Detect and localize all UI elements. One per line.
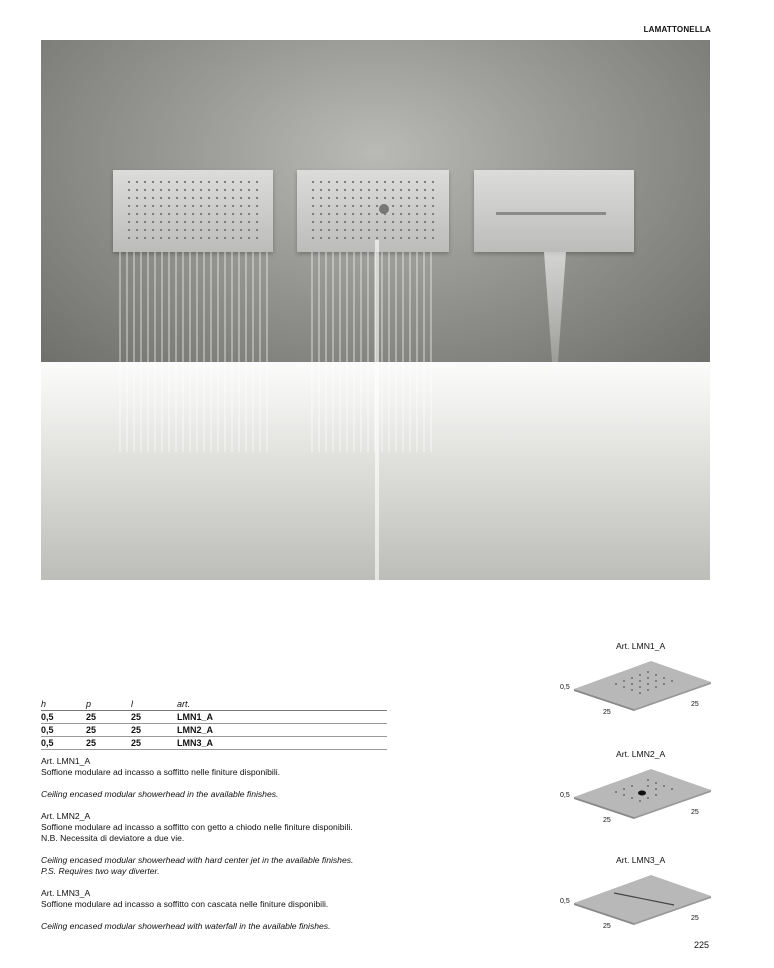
desc-it-1: Soffione modulare ad incasso a soffitto nelle finiture disponibili. (41, 767, 281, 777)
water-rain-1 (119, 252, 269, 452)
dim-depth: 25 (603, 923, 611, 930)
cell-h: 0,5 (41, 737, 86, 750)
spec-header-art: art. (177, 699, 387, 711)
cell-h: 0,5 (41, 711, 86, 724)
dim-length: 25 (691, 701, 699, 708)
water-jet (375, 240, 379, 580)
spec-header-l: l (131, 699, 177, 711)
page-number: 225 (693, 940, 709, 950)
table-row (41, 711, 387, 724)
dim-depth: 25 (603, 709, 611, 716)
showerhead-waterfall (474, 170, 634, 252)
descriptions (41, 756, 401, 932)
cell-art: LMN2_A (177, 724, 387, 737)
desc-it-3: Soffione modulare ad incasso a soffitto con cascata nelle finiture disponibili. (41, 899, 329, 909)
spec-table (41, 699, 387, 750)
figure-title: Art. LMN2_A (616, 749, 666, 759)
figure-lmn2 (556, 749, 716, 849)
dim-height: 0,5 (560, 898, 570, 905)
figure-title: Art. LMN3_A (616, 855, 666, 865)
brand-header: LAMATTONELLA (643, 25, 711, 34)
desc-en-3: Ceiling encased modular showerhead with waterfall in the available finishes. (41, 921, 331, 931)
showerhead-rain (113, 170, 273, 252)
water-rain-2 (311, 252, 437, 452)
cell-art: LMN3_A (177, 737, 387, 750)
desc-art-3: Art. LMN3_A (41, 888, 91, 898)
cell-l: 25 (131, 724, 177, 737)
dim-height: 0,5 (560, 792, 570, 799)
desc-art-1: Art. LMN1_A (41, 756, 91, 766)
cell-l: 25 (131, 711, 177, 724)
spec-header-row (41, 699, 387, 711)
cell-p: 25 (86, 711, 131, 724)
product-photo (41, 40, 710, 580)
cell-art: LMN1_A (177, 711, 387, 724)
figure-title: Art. LMN1_A (616, 641, 666, 651)
desc-en-2a: Ceiling encased modular showerhead with hard center jet in the available finishes. (41, 855, 354, 865)
figure-lmn1 (556, 641, 716, 741)
desc-art-2: Art. LMN2_A (41, 811, 91, 821)
showerhead-drawing (556, 749, 716, 829)
figure-lmn3 (556, 855, 716, 955)
showerhead-rain-jet (297, 170, 449, 252)
table-row (41, 724, 387, 737)
desc-it-2b: N.B. Necessita di deviatore a due vie. (41, 833, 185, 843)
cell-l: 25 (131, 737, 177, 750)
showerhead-drawing (556, 855, 716, 935)
cell-h: 0,5 (41, 724, 86, 737)
table-row (41, 737, 387, 750)
spec-header-p: p (86, 699, 131, 711)
desc-en-2b: P.S. Requires two way diverter. (41, 866, 160, 876)
desc-it-2a: Soffione modulare ad incasso a soffitto con getto a chiodo nelle finiture disponibili. (41, 822, 353, 832)
showerhead-drawing (556, 641, 716, 721)
dim-length: 25 (691, 809, 699, 816)
dim-depth: 25 (603, 817, 611, 824)
cell-p: 25 (86, 737, 131, 750)
cell-p: 25 (86, 724, 131, 737)
desc-en-1: Ceiling encased modular showerhead in the available finishes. (41, 789, 279, 799)
spec-header-h: h (41, 699, 86, 711)
dim-length: 25 (691, 915, 699, 922)
dim-height: 0,5 (560, 684, 570, 691)
